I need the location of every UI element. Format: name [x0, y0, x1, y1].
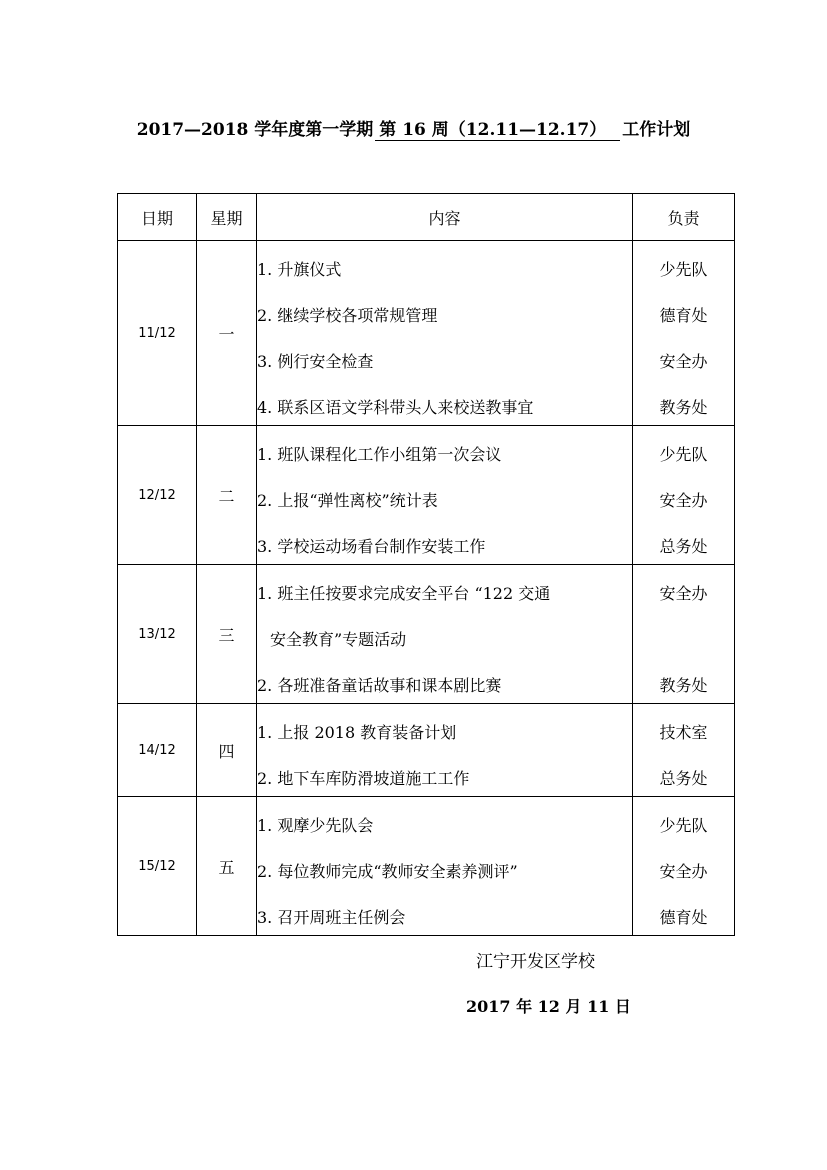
content-cell: [257, 241, 633, 426]
task-item: 2. 继续学校各项常规管理: [257, 306, 438, 325]
task-item: 3. 召开周班主任例会: [257, 908, 406, 927]
task-item: 1. 上报 2018 教育装备计划: [257, 723, 457, 742]
task-item: 2. 每位教师完成“教师安全素养测评”: [257, 862, 518, 881]
date-cell: 15/12: [118, 797, 197, 936]
date-cell: 13/12: [118, 565, 197, 704]
weekday-cell: 二: [197, 426, 257, 565]
task-item: 4. 联系区语文学科带头人来校送教事宜: [257, 398, 534, 417]
owner-item: 教务处: [659, 398, 708, 417]
owner-item: 安全办: [659, 491, 708, 510]
title-suffix: 工作计划: [622, 120, 691, 140]
task-item: 3. 学校运动场看台制作安装工作: [257, 537, 486, 556]
weekday-cell: 三: [197, 565, 257, 704]
work-plan-table: [117, 193, 735, 936]
owner-item: 总务处: [659, 769, 708, 788]
owner-item: 德育处: [659, 908, 708, 927]
table-row: [118, 426, 735, 565]
owner-cell: [633, 426, 735, 565]
weekday-cell: 一: [197, 241, 257, 426]
owner-item: 安全办: [659, 862, 708, 881]
title-week: 第 16 周（12.11—12.17）: [375, 121, 620, 141]
header-weekday: 星期: [197, 194, 257, 241]
task-item: 2. 地下车库防滑坡道施工工作: [257, 769, 470, 788]
table-row: [118, 797, 735, 936]
header-content: 内容: [257, 194, 633, 241]
content-cell: [257, 426, 633, 565]
owner-cell: [633, 241, 735, 426]
owner-item: 技术室: [659, 723, 708, 742]
task-item: 2. 上报“弹性离校”统计表: [257, 491, 438, 510]
header-date: 日期: [118, 194, 197, 241]
content-cell: [257, 565, 633, 704]
owner-item: 德育处: [659, 306, 708, 325]
content-cell: [257, 797, 633, 936]
owner-item: 总务处: [659, 537, 708, 556]
owner-cell: [633, 704, 735, 797]
footer-date: 2017 年 12 月 11 日: [466, 997, 631, 1016]
date-cell: 14/12: [118, 704, 197, 797]
task-item: 2. 各班准备童话故事和课本剧比赛: [257, 676, 502, 695]
weekday-cell: 五: [197, 797, 257, 936]
table-row: [118, 565, 735, 704]
task-item: 1. 观摩少先队会: [257, 816, 374, 835]
owner-spacer: [633, 617, 734, 663]
footer-school-name: 江宁开发区学校: [476, 952, 595, 972]
owner-item: 少先队: [659, 445, 708, 464]
task-item: 3. 例行安全检查: [257, 352, 374, 371]
owner-item: 教务处: [659, 676, 708, 695]
content-cell: [257, 704, 633, 797]
owner-item: 少先队: [659, 260, 708, 279]
table-row: [118, 704, 735, 797]
document-title: [0, 118, 827, 142]
task-item: 1. 班主任按要求完成安全平台 “122 交通: [257, 584, 551, 603]
owner-item: 少先队: [659, 816, 708, 835]
task-item: 1. 升旗仪式: [257, 260, 342, 279]
date-cell: 11/12: [118, 241, 197, 426]
title-prefix: 2017—2018 学年度第一学期: [136, 120, 374, 140]
owner-cell: [633, 797, 735, 936]
table-header-row: [118, 194, 735, 241]
owner-cell: [633, 565, 735, 704]
weekday-cell: 四: [197, 704, 257, 797]
task-item: 1. 班队课程化工作小组第一次会议: [257, 445, 502, 464]
task-item-continuation: 安全教育”专题活动: [270, 630, 407, 649]
date-cell: 12/12: [118, 426, 197, 565]
table-row: [118, 241, 735, 426]
owner-item: 安全办: [659, 584, 708, 603]
owner-item: 安全办: [659, 352, 708, 371]
header-owner: 负责: [633, 194, 735, 241]
